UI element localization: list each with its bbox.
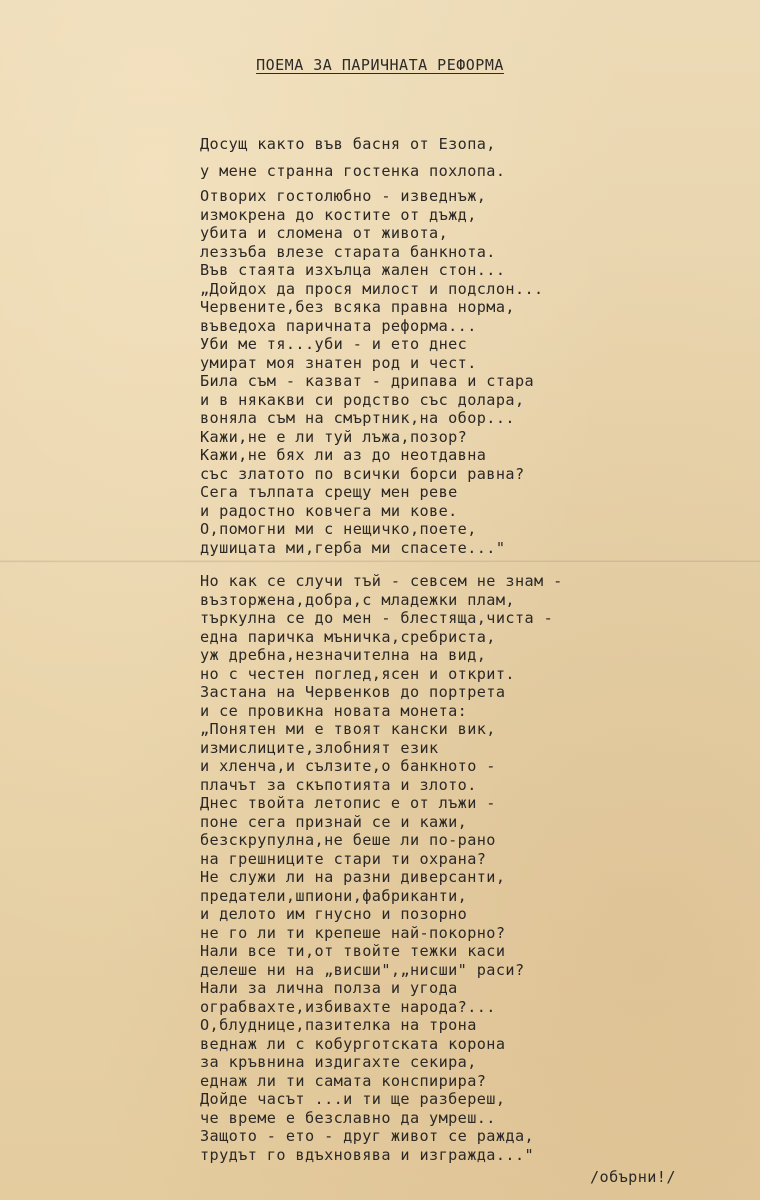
poem-line: „Дойдох да прося милост и подслон... [200, 279, 544, 298]
poem-line: Дойде часът ...и ти ще разбереш, [200, 1090, 506, 1108]
poem-line: Днес твойта летопис е от лъжи - [200, 794, 496, 812]
poem-line: че време е безславно да умреш.. [200, 1108, 496, 1127]
poem-line: Кажи,не бях ли аз до неотдавна [200, 446, 487, 464]
poem-line: предатели,шпиони,фабриканти, [200, 886, 468, 905]
poem-line: Сега тълпата срещу мен реве [200, 483, 458, 501]
poem-line: Във стаята изхълца жален стон... [200, 261, 506, 279]
poem-line: Уби ме тя...уби - и ето днес [200, 335, 468, 353]
stanza-3 [200, 572, 563, 1164]
poem-line: и делото им гнусно и позорно [200, 905, 468, 923]
poem-line: Защото - ето - друг живот се ражда, [200, 1127, 535, 1145]
poem-line: но с честен поглед,ясен и открит. [200, 664, 515, 683]
poem-line: воняла съм на смъртник,на обор... [200, 409, 515, 427]
poem-line: и радостно ковчега ми кове. [200, 501, 458, 520]
poem-line: „Понятен ми е твоят кански вик, [200, 720, 496, 738]
poem-line: на грешниците стари ти охрана? [200, 849, 487, 868]
poem-line: със златото по всички борси равна? [200, 464, 525, 483]
turn-over-note: /обърни!/ [590, 1168, 676, 1186]
poem-line: Застана на Червенков до портрета [200, 683, 506, 701]
poem-line: една паричка мъничка,сребриста, [200, 627, 496, 646]
poem-line: и хленча,и сълзите,о банкното - [200, 757, 496, 775]
poem-line: не го ли ти крепеше най-покорно? [200, 923, 506, 942]
poem-line: измокрена до костите от дъжд, [200, 205, 477, 224]
poem-line: възторжена,добра,с младежки плам, [200, 590, 515, 609]
poem-line: търкулна се до мен - блестяща,чиста - [200, 609, 554, 627]
poem-line: Червените,без всяка правна норма, [200, 298, 515, 316]
poem-line: еднаж ли ти самата конспирира? [200, 1071, 487, 1090]
poem-line: за кръвнина издигахте секира, [200, 1053, 477, 1071]
poem-line: въведоха паричната реформа... [200, 316, 477, 335]
poem-line: у мене странна гостенка похлопа. [200, 162, 506, 180]
poem-line: О,блуднице,пазителка на трона [200, 1016, 477, 1034]
poem-line: уж дребна,незначителна на вид, [200, 646, 487, 664]
poem-line: плачът за скъпотията и злото. [200, 775, 477, 794]
poem-line: делеше ни на „висши",„нисши" раси? [200, 960, 525, 979]
paper-fold-line [0, 560, 760, 563]
poem-line: О,помогни ми с нещичко,поете, [200, 520, 477, 538]
poem-line: леззъба влезе старата банкнота. [200, 242, 496, 261]
poem-line: поне сега признай се и кажи, [200, 812, 468, 831]
poem-line: и се провикна новата монета: [200, 701, 468, 720]
poem-line: умират моя знатен род и чест. [200, 353, 477, 372]
poem-line: Нали за лична полза и угода [200, 979, 458, 997]
poem-line: трудът го вдъхновява и изгражда..." [200, 1145, 535, 1164]
poem-line: безскрупулна,не беше ли по-рано [200, 831, 496, 849]
poem-line: и в някакви си родство със долара, [200, 390, 525, 409]
poem-line: веднаж ли с кобурготската корона [200, 1034, 506, 1053]
stanza-1 [200, 131, 505, 185]
poem-line: Не служи ли на разни диверсанти, [200, 868, 506, 886]
poem-line: Нали все ти,от твойте тежки каси [200, 942, 506, 960]
poem-line: Досущ както във басня от Езопа, [200, 135, 496, 153]
poem-line: Но как се случи тъй - севсем не знам - [200, 572, 563, 590]
poem-line: Кажи,не е ли туй лъжа,позор? [200, 427, 468, 446]
poem-line: Отворих гостолюбно - изведнъж, [200, 187, 487, 205]
poem-line: ограбвахте,избивахте народа?... [200, 997, 496, 1016]
poem-line: убита и сломена от живота, [200, 224, 449, 242]
poem-title: ПОЕМА ЗА ПАРИЧНАТА РЕФОРМА [256, 56, 504, 74]
poem-line: измислиците,злобният език [200, 738, 439, 757]
poem-line: Била съм - казват - дрипава и стара [200, 372, 535, 390]
stanza-2 [200, 187, 544, 557]
poem-line: душицата ми,герба ми спасете..." [200, 538, 506, 557]
